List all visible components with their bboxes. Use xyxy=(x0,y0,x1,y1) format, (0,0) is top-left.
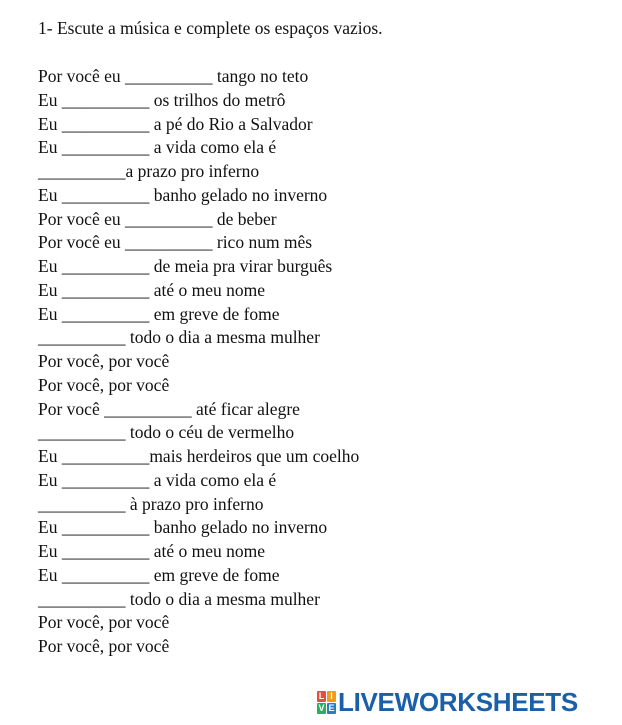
logo-mark-letter: L xyxy=(318,690,325,701)
lyric-line: Por você eu __________ rico num mês xyxy=(38,232,313,253)
logo-text: LIVEWORKSHEETS xyxy=(338,687,578,717)
lyric-line: __________a prazo pro inferno xyxy=(38,161,260,181)
lyric-line: __________ todo o céu de vermelho xyxy=(38,422,295,443)
lyric-line: Eu __________ a pé do Rio a Salvador xyxy=(38,113,313,134)
lyric-line: Por você, por você xyxy=(38,612,170,633)
lyric-line: Por você, por você xyxy=(38,374,170,395)
instruction-heading: 1- Escute a música e complete os espaços vazios. xyxy=(38,18,383,38)
liveworksheets-logo xyxy=(317,689,578,715)
lyric-line: Eu __________ a vida como ela é xyxy=(38,137,277,158)
lyric-line: Por você eu __________ tango no teto xyxy=(38,66,309,86)
lyric-line: Eu __________ até o meu nome xyxy=(38,279,265,300)
lyric-line: Eu __________ a vida como ela é xyxy=(38,469,277,490)
lyric-line: __________ à prazo pro inferno xyxy=(38,493,264,514)
logo-mark-letter: E xyxy=(328,702,335,713)
logo-mark-icon xyxy=(317,691,336,714)
lyric-line: Eu __________ banho gelado no inverno xyxy=(38,517,328,538)
lyric-line: __________ todo o dia a mesma mulher xyxy=(38,327,320,348)
logo-mark-letter: V xyxy=(318,702,325,713)
lyric-line: Eu __________mais herdeiros que um coelho xyxy=(38,446,360,466)
lyric-line: Por você __________ até ficar alegre xyxy=(38,398,300,419)
lyric-line: Eu __________ até o meu nome xyxy=(38,541,265,561)
lyric-line: Eu __________ de meia pra virar burguês xyxy=(38,256,333,276)
lyric-line: Por você eu __________ de beber xyxy=(38,208,277,229)
lyric-line: Eu __________ banho gelado no inverno xyxy=(38,184,328,205)
lyric-line: __________ todo o dia a mesma mulher xyxy=(38,588,320,609)
lyric-line: Eu __________ em greve de fome xyxy=(38,564,280,585)
lyric-line: Por você, por você xyxy=(38,351,170,371)
lyrics-list xyxy=(38,65,359,659)
lyric-line: Por você, por você xyxy=(38,636,170,656)
lyric-line: Eu __________ os trilhos do metrô xyxy=(38,89,286,110)
logo-mark-letter: I xyxy=(327,691,336,702)
lyric-line: Eu __________ em greve de fome xyxy=(38,303,280,324)
